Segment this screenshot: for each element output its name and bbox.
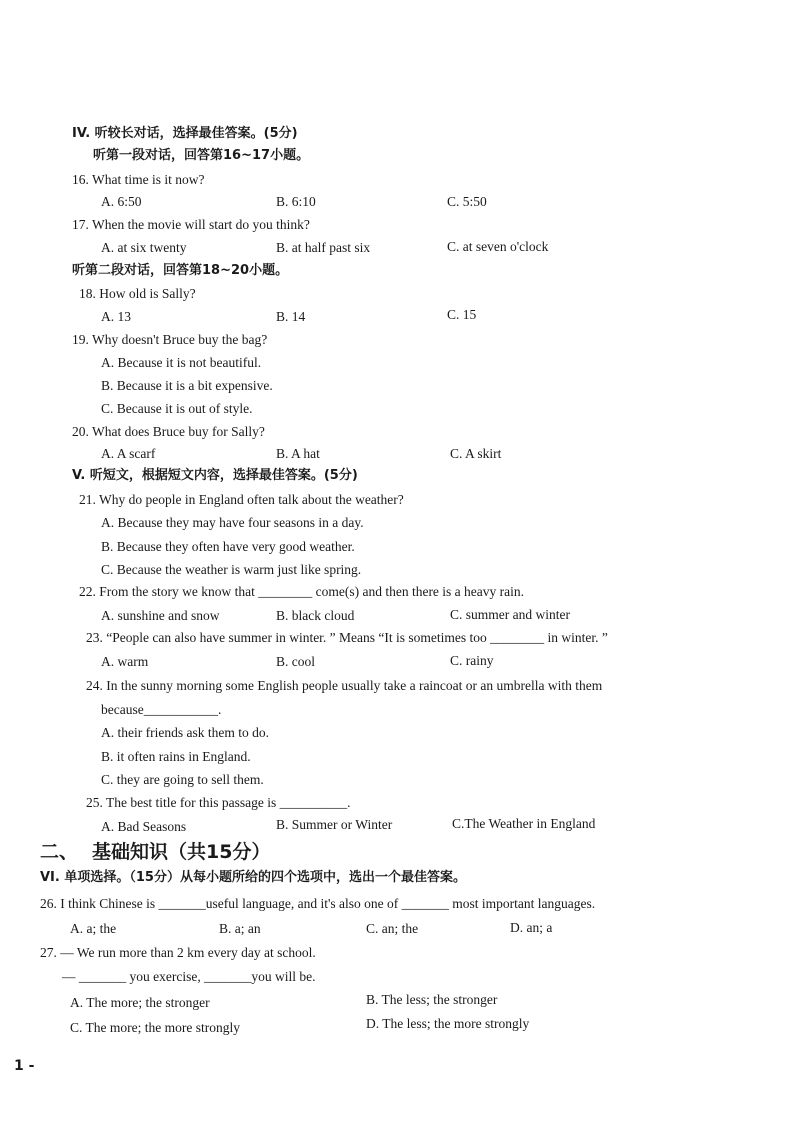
q20-option-a: A. A scarf xyxy=(101,446,156,461)
q19-option-c: C. Because it is out of style. xyxy=(101,401,253,416)
q27-stem: 27. — We run more than 2 km every day at school. xyxy=(40,945,316,960)
q19-stem: 19. Why doesn't Bruce buy the bag? xyxy=(72,332,268,347)
q23-stem: 23. “People can also have summer in winter. ” Means “It is sometimes too ________ in winter. ” xyxy=(86,630,608,645)
q23-option-b: B. cool xyxy=(276,654,315,669)
dialogue-2-instruction: 听第二段对话，回答第18~20小题。 xyxy=(72,263,289,278)
part-two-title: 基础知识（共15分） xyxy=(92,841,271,863)
q26-option-d: D. an; a xyxy=(510,920,553,935)
q19-option-a: A. Because it is not beautiful. xyxy=(101,355,262,370)
q17-option-a: A. at six twenty xyxy=(101,240,187,255)
q26-option-c: C. an; the xyxy=(366,921,419,936)
q26-option-b: B. a; an xyxy=(219,921,261,936)
q27-option-c: C. The more; the more strongly xyxy=(70,1020,240,1035)
q22-option-b: B. black cloud xyxy=(276,608,355,623)
q24-option-b: B. it often rains in England. xyxy=(101,749,251,764)
q16-option-b: B. 6:10 xyxy=(276,194,316,209)
q19-option-b: B. Because it is a bit expensive. xyxy=(101,378,273,393)
q20-option-b: B. A hat xyxy=(276,446,320,461)
q27-stem-continued: — _______ you exercise, _______you will be. xyxy=(62,969,316,984)
q26-option-a: A. a; the xyxy=(70,921,117,936)
section-v-title: V. 听短文，根据短文内容，选择最佳答案。(5分) xyxy=(72,468,358,483)
q22-option-a: A. sunshine and snow xyxy=(101,608,220,623)
q26-stem: 26. I think Chinese is _______useful language, and it's also one of _______ most important languages. xyxy=(40,896,596,911)
q24-stem-continued: because___________. xyxy=(101,702,222,717)
q25-option-b: B. Summer or Winter xyxy=(276,817,393,832)
q16-stem: 16. What time is it now? xyxy=(72,172,205,187)
q25-option-c: C.The Weather in England xyxy=(452,816,596,831)
page-number: 1 - xyxy=(14,1058,35,1074)
q25-stem: 25. The best title for this passage is __________. xyxy=(86,795,351,810)
section-vi-title: VI. 单项选择。（15分）从每小题所给的四个选项中，选出一个最佳答案。 xyxy=(40,870,466,885)
q20-option-c: C. A skirt xyxy=(450,446,502,461)
q27-option-b: B. The less; the stronger xyxy=(366,992,498,1007)
q18-option-a: A. 13 xyxy=(101,309,131,324)
part-two-number: 二、 xyxy=(40,841,79,863)
q18-stem: 18. How old is Sally? xyxy=(79,286,196,301)
q17-stem: 17. When the movie will start do you think? xyxy=(72,217,310,232)
q23-option-c: C. rainy xyxy=(450,653,494,668)
q24-option-c: C. they are going to sell them. xyxy=(101,772,264,787)
q25-option-a: A. Bad Seasons xyxy=(101,819,187,834)
q17-option-b: B. at half past six xyxy=(276,240,371,255)
q21-option-b: B. Because they often have very good weather. xyxy=(101,539,355,554)
q18-option-c: C. 15 xyxy=(447,307,477,322)
q22-stem: 22. From the story we know that ________ come(s) and then there is a heavy rain. xyxy=(79,584,525,599)
q16-option-c: C. 5:50 xyxy=(447,194,487,209)
q24-option-a: A. their friends ask them to do. xyxy=(101,725,269,740)
q24-stem: 24. In the sunny morning some English people usually take a raincoat or an umbrella with them xyxy=(86,678,603,693)
q21-stem: 21. Why do people in England often talk about the weather? xyxy=(79,492,404,507)
q27-option-d: D. The less; the more strongly xyxy=(366,1016,530,1031)
q20-stem: 20. What does Bruce buy for Sally? xyxy=(72,424,265,439)
q23-option-a: A. warm xyxy=(101,654,149,669)
q17-option-c: C. at seven o'clock xyxy=(447,239,549,254)
q21-option-c: C. Because the weather is warm just like spring. xyxy=(101,562,362,577)
q18-option-b: B. 14 xyxy=(276,309,306,324)
section-iv-title: IV. 听较长对话，选择最佳答案。(5分) xyxy=(72,126,298,141)
dialogue-1-instruction: 听第一段对话，回答第16~17小题。 xyxy=(93,148,310,163)
q22-option-c: C. summer and winter xyxy=(450,607,570,622)
q27-option-a: A. The more; the stronger xyxy=(70,995,210,1010)
q16-option-a: A. 6:50 xyxy=(101,194,142,209)
q21-option-a: A. Because they may have four seasons in a day. xyxy=(101,515,364,530)
